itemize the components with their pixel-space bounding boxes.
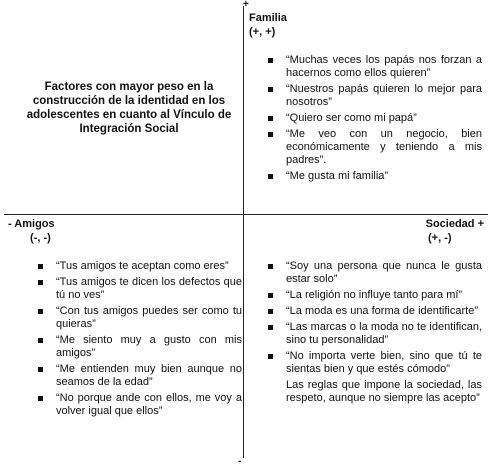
amigos-sign: (-, -) bbox=[30, 232, 51, 244]
list-item: “La moda es una forma de identificarte” bbox=[262, 305, 482, 318]
amigos-list bbox=[32, 260, 242, 421]
list-item: “Quiero ser como mi papá” bbox=[262, 112, 482, 125]
vertical-axis bbox=[243, 6, 244, 458]
list-item: “No porque ande con ellos, me voy a volver igual que ellos” bbox=[32, 392, 242, 418]
familia-list bbox=[262, 54, 482, 186]
sociedad-sign: (+, -) bbox=[428, 232, 452, 244]
list-item: “La religión no influye tanto para mí” bbox=[262, 289, 482, 302]
axis-bottom-sign: - bbox=[238, 456, 242, 467]
horizontal-axis bbox=[4, 214, 488, 215]
list-item: “Me gusta mi familia” bbox=[262, 170, 482, 183]
sociedad-list bbox=[262, 260, 482, 408]
list-item: “Me siento muy a gusto con mis amigos” bbox=[32, 334, 242, 360]
list-item: “Las marcas o la moda no te identifican, sino tu personalidad” bbox=[262, 321, 482, 347]
sociedad-label: Sociedad + bbox=[425, 218, 484, 230]
list-item: “No importa verte bien, sino que tú te sientas bien y que estés cómodo” bbox=[262, 350, 482, 376]
axis-top-sign: + bbox=[243, 0, 249, 10]
list-item: “Me veo con un negocio, bien económicamente y teniendo a mis padres”. bbox=[262, 128, 482, 167]
list-item: “Soy una persona que nunca le gusta estar solo” bbox=[262, 260, 482, 286]
amigos-label: - Amigos bbox=[8, 218, 55, 230]
list-item: “Con tus amigos puedes ser como tu quieras” bbox=[32, 305, 242, 331]
familia-label: Familia bbox=[249, 12, 287, 24]
familia-sign: (+, +) bbox=[249, 26, 276, 38]
list-item: “Me entienden muy bien aunque no seamos de la edad” bbox=[32, 363, 242, 389]
list-item: “Muchas veces los papás nos forzan a hacernos como ellos quieren” bbox=[262, 54, 482, 80]
center-title: Factores con mayor peso en la construcción de la identidad en los adolescentes en cuanto al Vínculo de Integración Social bbox=[26, 81, 232, 135]
list-item: “Tus amigos te aceptan como eres” bbox=[32, 260, 242, 273]
list-item: “Nuestros papás quieren lo mejor para nosotros” bbox=[262, 83, 482, 109]
list-item: “Tus amigos te dicen los defectos que tú no ves” bbox=[32, 276, 242, 302]
list-item: Las reglas que impone la sociedad, las respeto, aunque no siempre las acepto” bbox=[286, 379, 482, 404]
